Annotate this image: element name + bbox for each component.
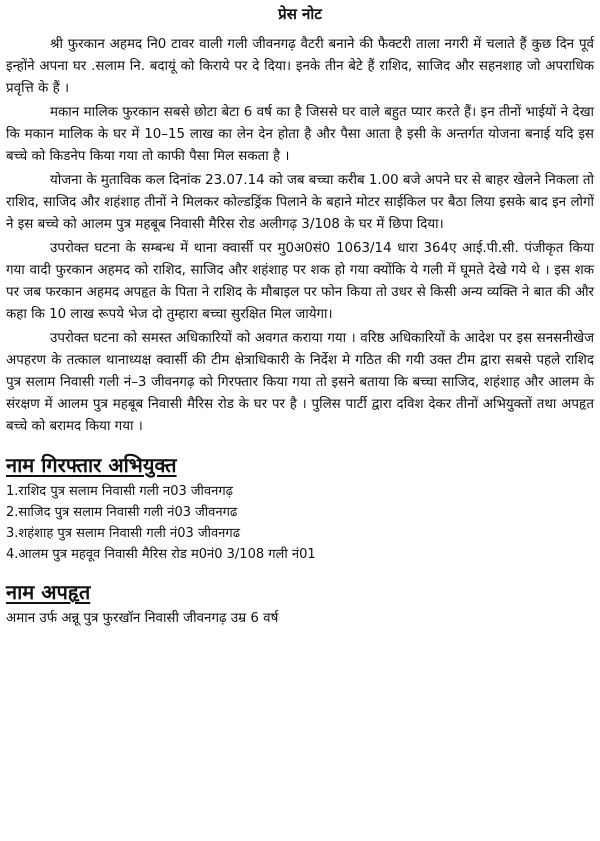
paragraph-4: उपरोक्त घटना के सम्बन्ध में थाना क्वार्सी पर मु0अ0सं0 1063/14 धारा 364ए आई.पी.सी. पंजीकृत किया गया वादी फुरकान अहमद को राशिद, साजिद और शहंशाह पर शक हो गया क्योंकि ये गली में घूमते देखे गये थे । इस शक पर जब फरकान अहमद अपहृत के पिता ने राशिद के मौबाइल पर फोन किया तो उधर से किसी अन्य व्यक्ति ने बात की और कहा कि 10 लाख रूपये भेज दो तुम्हारा बच्चा सुरक्षित मिल जायेगा। — [6, 241, 594, 322]
arrested-heading: नाम गिरफ्तार अभियुक्त — [6, 453, 177, 477]
arrested-item-1: 1.राशिद पुत्र सलाम निवासी गली न03 जीवनगढ़ — [6, 484, 233, 499]
page-title: प्रेस नोट — [278, 5, 322, 23]
arrested-item-3: 3.शहंशाह पुत्र सलाम निवासी गली नं03 जीवनगढ — [6, 526, 241, 541]
arrested-list — [6, 481, 594, 565]
victim-details: अमान उर्फ अन्नू पुत्र फुरखॉन निवासी जीवनगढ़ उम्र 6 वर्ष — [6, 611, 279, 626]
arrested-item-2: 2.साजिद पुत्र सलाम निवासी गली नं03 जीवनगढ — [6, 505, 238, 520]
paragraph-1: श्री फुरकान अहमद नि0 टावर वाली गली जीवनगढ़ वैटरी बनाने की फैक्टरी ताला नगरी में चलाते हैं कुछ दिन पूर्व इन्होंने अपना घर .सलाम नि. बदायूं को किराये पर दे दिया। इनके तीन बेटे हैं राशिद, साजिद और सहनशाह जो अपराधिक प्रवृत्ति के हैं । — [6, 37, 594, 96]
paragraph-5: उपरोक्त घटना को समस्त अधिकारियों को अवगत कराया गया । वरिष्ठ अधिकारियों के आदेश पर इस सनसनीखेज अपहरण के तत्काल थानाध्यक्ष क्वार्सी की टीम क्षेत्राधिकारी के निर्देश मे गठित की गयी उक्त टीम द्वारा सबसे पहले राशिद पुत्र सलाम निवासी गली नं–3 जीवनगढ़ को गिरफ्तार किया गया तो इसने बताया कि बच्चा साजिद, शहंशाह और आलम के संरक्षण में आलम पुत्र महबूब निवासी मैरिस रोड के घर पर है । पुलिस पार्टी द्वारा दविश देकर तीनों अभियुक्तों तथा अपहृत बच्चे को बरामद किया गया । — [6, 331, 595, 434]
paragraph-2: मकान मालिक फुरकान सबसे छोटा बेटा 6 वर्ष का है जिससे घर वाले बहुत प्यार करते हैं। इन तीनों भाईयों ने देखा कि मकान मालिक के घर में 10–15 लाख का लेन देन होता है और पैसा आता है इसी के अन्तर्गत योजना बनाई यदि इस बच्चे को किडनेप किया गया तो काफी पैसा मिल सकता है । — [6, 105, 594, 164]
victim-heading: नाम अपहृत — [6, 580, 91, 604]
paragraph-3: योजना के मुताविक कल दिनांक 23.07.14 को जब बच्चा करीब 1.00 बजे अपने घर से बाहर खेलने निकला तो राशिद, साजिद और शहंशाह तीनों ने मिलकर कोल्डड्रिंक पिलाने के बहाने मोटर साईकिल पर बैठा लिया इसके बाद इन लोगों ने इस बच्चे को आलम पुत्र महबूब निवासी मैरिस रोड अलीगढ़ 3/108 के घर में छिपा दिया। — [6, 173, 595, 232]
arrested-item-4: 4.आलम पुत्र महवूव निवासी मैरिस रोड म0नं0 3/108 गली नं01 — [6, 547, 316, 562]
